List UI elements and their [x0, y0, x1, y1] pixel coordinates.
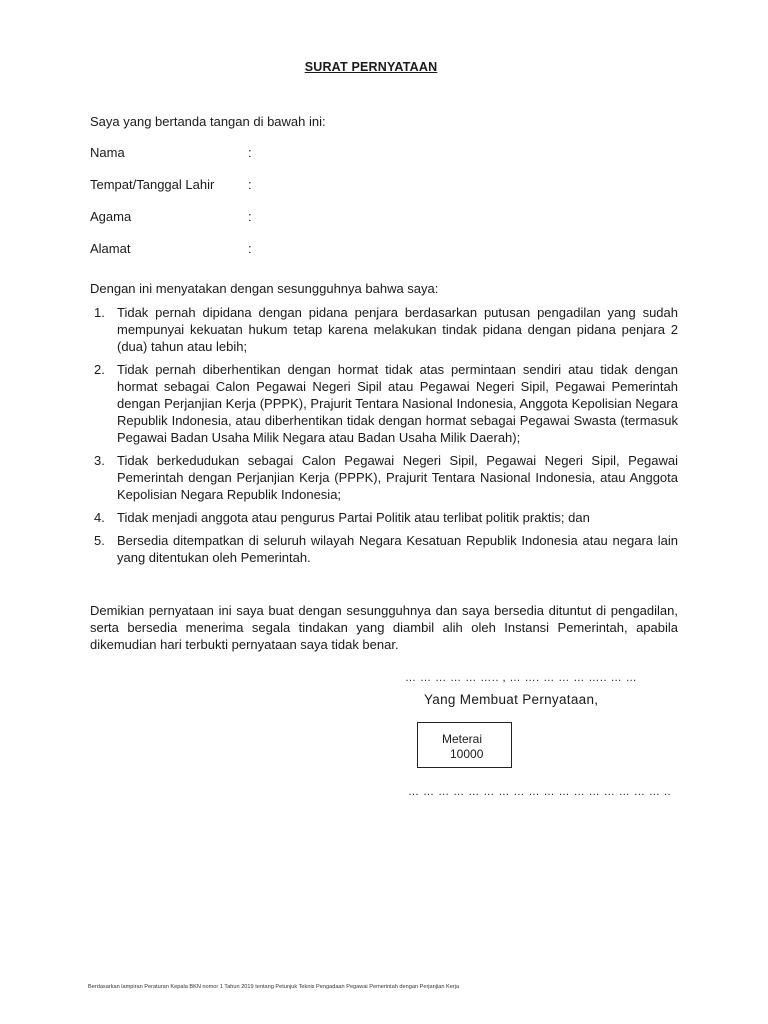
signature-placeholder: … … … … … … … … … … … … … … … … … ..: [408, 786, 672, 798]
meterai-label: Meterai: [442, 732, 483, 746]
field-colon: :: [248, 209, 252, 224]
item-number: 4.: [94, 510, 105, 525]
field-colon: :: [248, 145, 252, 160]
item-number: 2.: [94, 362, 105, 377]
item-text: Bersedia ditempatkan di seluruh wilayah Negara Kesatuan Republik Indonesia atau negara lain yang ditentukan oleh Pemerintah.: [117, 533, 678, 565]
field-colon: :: [248, 177, 252, 192]
meterai-stamp-box: [417, 722, 512, 768]
list-item: [90, 452, 678, 503]
field-label: Alamat: [90, 241, 131, 256]
list-item: [90, 532, 678, 566]
list-item: [90, 509, 678, 526]
page-title: SURAT PERNYATAAN: [304, 60, 438, 74]
field-colon: :: [248, 241, 252, 256]
closing-paragraph: Demikian pernyataan ini saya buat dengan sesungguhnya dan saya bersedia dituntut di pengadilan, serta bersedia menerima segala tindakan yang diambil alih oleh Instansi Pemerintah, apabila dikemudian hari terbukti pernyataan saya tidak benar.: [90, 603, 678, 652]
statement-list: [90, 304, 678, 572]
item-number: 1.: [94, 305, 105, 320]
list-item: [90, 304, 678, 355]
item-number: 3.: [94, 453, 105, 468]
signer-label: Yang Membuat Pernyataan,: [424, 692, 599, 707]
item-text: Tidak berkedudukan sebagai Calon Pegawai Negeri Sipil, Pegawai Negeri Sipil, Pegawai Pemerintah dengan Perjanjian Kerja (PPPK), Prajurit Tentara Nasional Indonesia, atau Anggota Kepolisian Negara Republik Indonesia;: [117, 453, 678, 502]
meterai-value: 10000: [450, 747, 484, 761]
item-text: Tidak pernah dipidana dengan pidana penjara berdasarkan putusan pengadilan yang sudah mempunyai kekuatan hukum tetap karena melakukan tindak pidana dengan pidana penjara 2 (dua) tahun atau lebih;: [117, 305, 678, 354]
declaration-text: Dengan ini menyatakan dengan sesungguhnya bahwa saya:: [90, 281, 439, 296]
item-text: Tidak menjadi anggota atau pengurus Partai Politik atau terlibat politik praktis; dan: [117, 510, 590, 525]
footnote: Berdasarkan lampiran Peraturan Kepala BKN nomor 1 Tahun 2019 tentang Petunjuk Teknis Pengadaan Pegawai Pemerintah dengan Perjanjian Kerja: [88, 984, 460, 990]
item-number: 5.: [94, 533, 105, 548]
field-label: Nama: [90, 145, 125, 160]
place-date-placeholder: … … … … … ….. , … …. … … … ….. … …: [405, 672, 638, 684]
field-label: Agama: [90, 209, 132, 224]
list-item: [90, 361, 678, 446]
field-label: Tempat/Tanggal Lahir: [90, 177, 215, 192]
intro-text: Saya yang bertanda tangan di bawah ini:: [90, 114, 326, 129]
item-text: Tidak pernah diberhentikan dengan hormat tidak atas permintaan sendiri atau tidak dengan hormat sebagai Calon Pegawai Negeri Sipil atau Pegawai Negeri Sipil, Pegawai Pemerintah dengan Perjanjian Kerja (PPPK), Prajurit Tentara Nasional Indonesia, Anggota Kepolisian Negara Republik Indonesia, atau diberhentikan tidak dengan hormat sebagai Pegawai Swasta (termasuk Pegawai Badan Usaha Milik Negara atau Badan Usaha Milik Daerah);: [117, 362, 678, 445]
